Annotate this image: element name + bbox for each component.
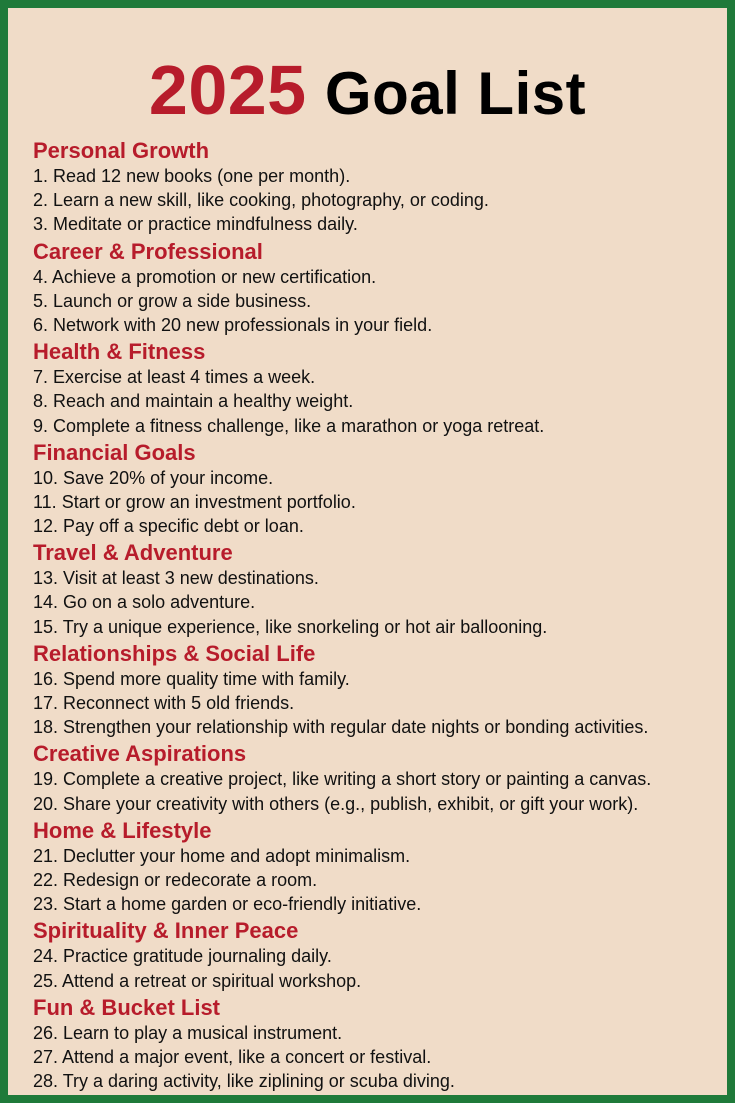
goal-item: 13. Visit at least 3 new destinations. (33, 568, 319, 589)
goal-section (33, 540, 723, 639)
goal-item: 19. Complete a creative project, like writing a short story or painting a canvas. (33, 769, 652, 790)
section-heading: Home & Lifestyle (33, 817, 212, 843)
goal-item: 3. Meditate or practice mindfulness daily. (33, 214, 358, 235)
section-heading: Creative Aspirations (33, 741, 247, 767)
section-heading: Personal Growth (33, 138, 210, 163)
section-heading: Travel & Adventure (33, 540, 233, 566)
goal-item: 11. Start or grow an investment portfolio. (33, 491, 356, 512)
goal-sections (33, 138, 723, 1093)
goal-item: 2. Learn a new skill, like cooking, photography, or coding. (33, 190, 489, 211)
section-heading: Spirituality & Inner Peace (33, 918, 299, 944)
goal-section (33, 138, 723, 237)
goal-item: 18. Strengthen your relationship with regular date nights or bonding activities. (33, 717, 649, 738)
goal-section (33, 995, 723, 1094)
goal-section (33, 741, 723, 815)
section-heading: Health & Fitness (33, 339, 206, 365)
title-year: 2025 (148, 51, 307, 129)
goal-item: 17. Reconnect with 5 old friends. (33, 693, 295, 713)
goal-item: 21. Declutter your home and adopt minimalism. (33, 845, 411, 866)
goal-section (33, 339, 723, 438)
goal-item: 9. Complete a fitness challenge, like a marathon or yoga retreat. (33, 415, 545, 436)
goal-section (33, 239, 723, 338)
section-heading: Relationships & Social Life (33, 640, 316, 666)
goal-section (33, 918, 723, 992)
goal-item: 14. Go on a solo adventure. (33, 592, 256, 613)
section-heading: Career & Professional (33, 238, 263, 264)
goal-item: 1. Read 12 new books (one per month). (33, 166, 351, 186)
goal-item: 26. Learn to play a musical instrument. (33, 1022, 343, 1043)
goal-item: 10. Save 20% of your income. (33, 467, 274, 488)
goal-item: 7. Exercise at least 4 times a week. (33, 367, 316, 388)
goal-item: 15. Try a unique experience, like snorkeling or hot air ballooning. (33, 616, 548, 637)
page-title (8, 50, 727, 134)
goal-section (33, 440, 723, 539)
goal-item: 5. Launch or grow a side business. (33, 290, 312, 311)
goal-item: 27. Attend a major event, like a concert or festival. (33, 1046, 432, 1067)
section-heading: Fun & Bucket List (33, 994, 221, 1020)
goal-item: 20. Share your creativity with others (e.g., publish, exhibit, or gift your work). (33, 793, 639, 814)
goal-item: 6. Network with 20 new professionals in your field. (33, 314, 433, 335)
goal-list-poster (8, 8, 727, 1095)
goal-item: 28. Try a daring activity, like ziplining or scuba diving. (33, 1071, 455, 1092)
goal-item: 25. Attend a retreat or spiritual workshop. (33, 970, 362, 991)
goal-item: 8. Reach and maintain a healthy weight. (33, 391, 354, 412)
goal-item: 24. Practice gratitude journaling daily. (33, 946, 332, 967)
goal-item: 23. Start a home garden or eco-friendly initiative. (33, 894, 422, 915)
goal-section (33, 641, 723, 740)
section-heading: Financial Goals (33, 439, 196, 465)
goal-item: 22. Redesign or redecorate a room. (33, 869, 318, 890)
goal-item: 16. Spend more quality time with family. (33, 668, 350, 689)
goal-section (33, 818, 723, 917)
goal-item: 4. Achieve a promotion or new certification. (33, 266, 377, 287)
title-text: Goal List (324, 60, 587, 127)
goal-item: 12. Pay off a specific debt or loan. (33, 516, 304, 537)
